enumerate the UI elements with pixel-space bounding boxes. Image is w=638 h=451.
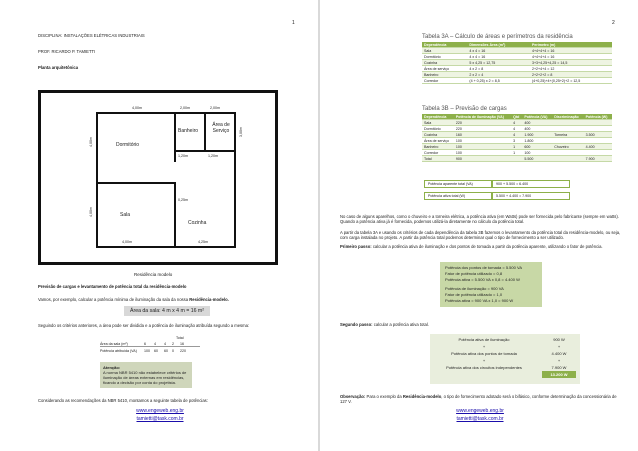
segundo-paragraph: Seguindo os critérios anteriores, a área pode ser dividida e a potência de iluminação atribuída segundo a mesma: <box>38 323 250 328</box>
page-2 <box>320 0 638 451</box>
table-row: Sala 4 x 4 = 16 4+4+4+4 = 16 <box>422 48 612 54</box>
wall <box>38 90 41 265</box>
dimension-label: 4,00m <box>89 207 93 217</box>
table-3b: Dependência Potência de iluminação (VA) Qtd Potência (VA) Discriminação Potência (W) Sala 220 4 400 Dormitório 220 4 400 Cozinha 160 4 1.900 Torneira 3.500 Área de serviço 100 3 1.800 Banheiro 100 1 600 Chuveiro 4.400 Corredor 100 1 100 Total 900 5.500 7.900 <box>422 114 612 162</box>
dimension-label: 1,20m <box>208 154 218 158</box>
passo-1: Primeiro passo: calcular a potência ativa de iluminação e dos pontos de tomada a partir da potência aparente, utilizando o fator de potência. <box>340 244 603 249</box>
wall <box>174 112 176 162</box>
small-table-row2: Potência atribuída (VA) 100 60 60 0 220 <box>100 349 186 353</box>
room-banheiro: Banheiro <box>178 128 199 134</box>
page-1 <box>0 0 318 451</box>
room-cozinha: Cozinha <box>188 220 207 226</box>
room-sala: Sala <box>120 212 131 218</box>
attention-title: Atenção: <box>103 365 121 370</box>
potencia-aparente-value: 900 + 5.500 = 6.400 <box>492 180 570 188</box>
email-link[interactable]: tamietti@task.com.br <box>136 416 184 422</box>
dimension-label: 4,00m <box>89 137 93 147</box>
table-row: Banheiro 2 x 2 = 4 2+2+2+2 = 8 <box>422 72 612 78</box>
floor-plan <box>38 90 278 265</box>
wall <box>275 90 278 265</box>
plan-title: Planta arquitetônica <box>38 65 79 70</box>
table-row: Cozinha 5 x 4,25 = 12,75 3+3+4,25+4,25 = 14,5 <box>422 60 612 66</box>
page-number: 2 <box>612 20 615 26</box>
wall <box>204 112 206 152</box>
table-row: Sala 220 4 400 <box>422 120 612 126</box>
wall <box>174 182 176 247</box>
observation: Observação: Para o exemplo da Residência-modelo, o tipo de fornecimento adotado será o bifásico, conforme determinação da concessionária de 127 V. <box>340 394 617 404</box>
wall <box>96 112 236 114</box>
sum-box: Potência ativa de iluminação + Potência ativa dos pontos de tomada + Potência ativa dos circuitos independentes 900 W + 4.400 W + 7.900 W 13.200 W <box>430 334 580 384</box>
consider-paragraph: Considerando as recomendações da NBR 5410, montamos a seguinte tabela de potências: <box>38 398 208 403</box>
table-row: Corredor 100 1 100 <box>422 150 612 156</box>
table-row: Banheiro 100 1 600 Chuveiro 4.400 <box>422 144 612 150</box>
potencia-ativa-value: 5.500 + 4.400 = 7.900 <box>492 192 570 200</box>
table-row: Área de serviço 100 3 1.800 <box>422 138 612 144</box>
table-row: Dormitório 4 x 4 = 16 4+4+4+4 = 16 <box>422 54 612 60</box>
wall <box>234 202 236 248</box>
paragraph-2: A partir da tabela 3A e usando os critérios de cada dependência da tabela 3B fazemos o levantamento da potência total da residência-modelo, ou seja, com carga instalada no projeto. A partir da potência total podemos determinar qual o tipo de fornecimento a ser utilizado. <box>340 230 621 240</box>
wall <box>96 246 236 248</box>
dimension-label: 3,00m <box>239 127 243 137</box>
table-row: Dormitório 220 4 400 <box>422 126 612 132</box>
attention-text: A norma NBR 5410 não estabelece critérios de iluminação de áreas externas em residências, ficando a decisão por conta do projetista. <box>103 370 187 385</box>
formula-box: Área da sala: 4 m x 4 m = 16 m² <box>124 306 210 316</box>
table-row: Corredor (4 + 0,25) x 2 = 8,5 (4+0,25)+4+(0,25+2)+2 = 12,5 <box>422 78 612 84</box>
section-title: Previsão de cargas e levantamento de potência total da residência-modelo <box>38 284 187 289</box>
small-table-row1: Área da sala (m²) 6 4 4 2 16 <box>100 342 200 347</box>
paragraph-1: No caso de alguns aparelhos, como o chuveiro e a torneira elétrica, a potência ativa (em Watts) pode ser fornecida pelo fabricante (sempre em watts). Quando a potência ativa já é fornecida, podemos utilizá-la diretamente no cálculo da potência total. <box>340 214 619 224</box>
page-number: 1 <box>292 20 295 26</box>
dimension-label: 2,00m <box>180 106 190 110</box>
discipline-line: DISCIPLINA: INSTALAÇÕES ELÉTRICAS INDUSTRIAIS <box>38 33 145 38</box>
wall <box>38 90 278 93</box>
table-3a: Dependência Dimensões Área (m²) Perímetro (m) Sala 4 x 4 = 16 4+4+4+4 = 16 Dormitório 4 x 4 = 16 4+4+4+4 = 16 Cozinha 5 x 4,25 = 12,75 3+3+4,25+4,25 = 14,5 Área de serviço 4 x 2 = 8 2+2+4+4 = 12 Banheiro 2 x 2 = 4 2+2+2+2 = 8 Corredor (4 + 0,25) x 2 = 8,5 (4+0,25)+4+(0,25+2)+2 = 12,5 <box>422 42 612 84</box>
table-row: Cozinha 160 4 1.900 Torneira 3.500 <box>422 132 612 138</box>
table-3a-title: Tabela 3A – Cálculo de áreas e perímetros da residência <box>422 34 573 40</box>
table-3b-title: Tabela 3B – Previsão de cargas <box>422 106 507 112</box>
wall <box>96 112 98 184</box>
dimension-label: 2,00m <box>210 106 220 110</box>
table-row: Total 900 5.500 7.900 <box>422 156 612 162</box>
passo-2: Segundo passo: calcular a potência ativa total. <box>340 322 429 327</box>
room-dormitorio: Dormitório <box>116 142 140 148</box>
room-area-servico: Área de Serviço <box>212 122 230 134</box>
calc-box: Potência dos pontos de tomada = 5.500 VA Fator de potência utilizado = 0,8 Potência ativa = 5.500 VA x 0,8 = 4.400 W Potência de iluminação = 900 VA Fator de potência utilizado = 1,0 Potência ativa = 900 VA x 1,0 = 900 W <box>440 262 542 307</box>
dimension-label: 4,00m <box>132 106 142 110</box>
dimension-label: 1,20m <box>178 154 188 158</box>
intro-paragraph: Vamos, por exemplo, calcular a potência mínima de iluminação da sala da nossa Residência-modelo. <box>38 297 229 302</box>
dimension-label: 4,00m <box>122 240 132 244</box>
dimension-label: 4,25m <box>198 240 208 244</box>
potencia-ativa-label: Potência ativa total (W) <box>424 192 492 200</box>
wall <box>96 184 98 248</box>
wall <box>38 262 278 265</box>
wall <box>96 182 174 184</box>
attention-box <box>100 362 192 388</box>
potencia-aparente-label: Potência aparente total (VA) <box>424 180 492 188</box>
wall <box>234 112 236 202</box>
small-table-total-header: Total <box>176 336 184 340</box>
website-link[interactable]: www.engeweb.eng.br <box>136 408 184 414</box>
email-link[interactable]: tamietti@task.com.br <box>456 416 504 422</box>
table-row: Área de serviço 4 x 2 = 8 2+2+4+4 = 12 <box>422 66 612 72</box>
website-link[interactable]: www.engeweb.eng.br <box>456 408 504 414</box>
professor-line: PROF. RICARDO P. TAMIETTI <box>38 49 96 54</box>
dimension-label: 0,25m <box>178 198 188 202</box>
plan-caption: Residência modelo <box>134 272 173 277</box>
